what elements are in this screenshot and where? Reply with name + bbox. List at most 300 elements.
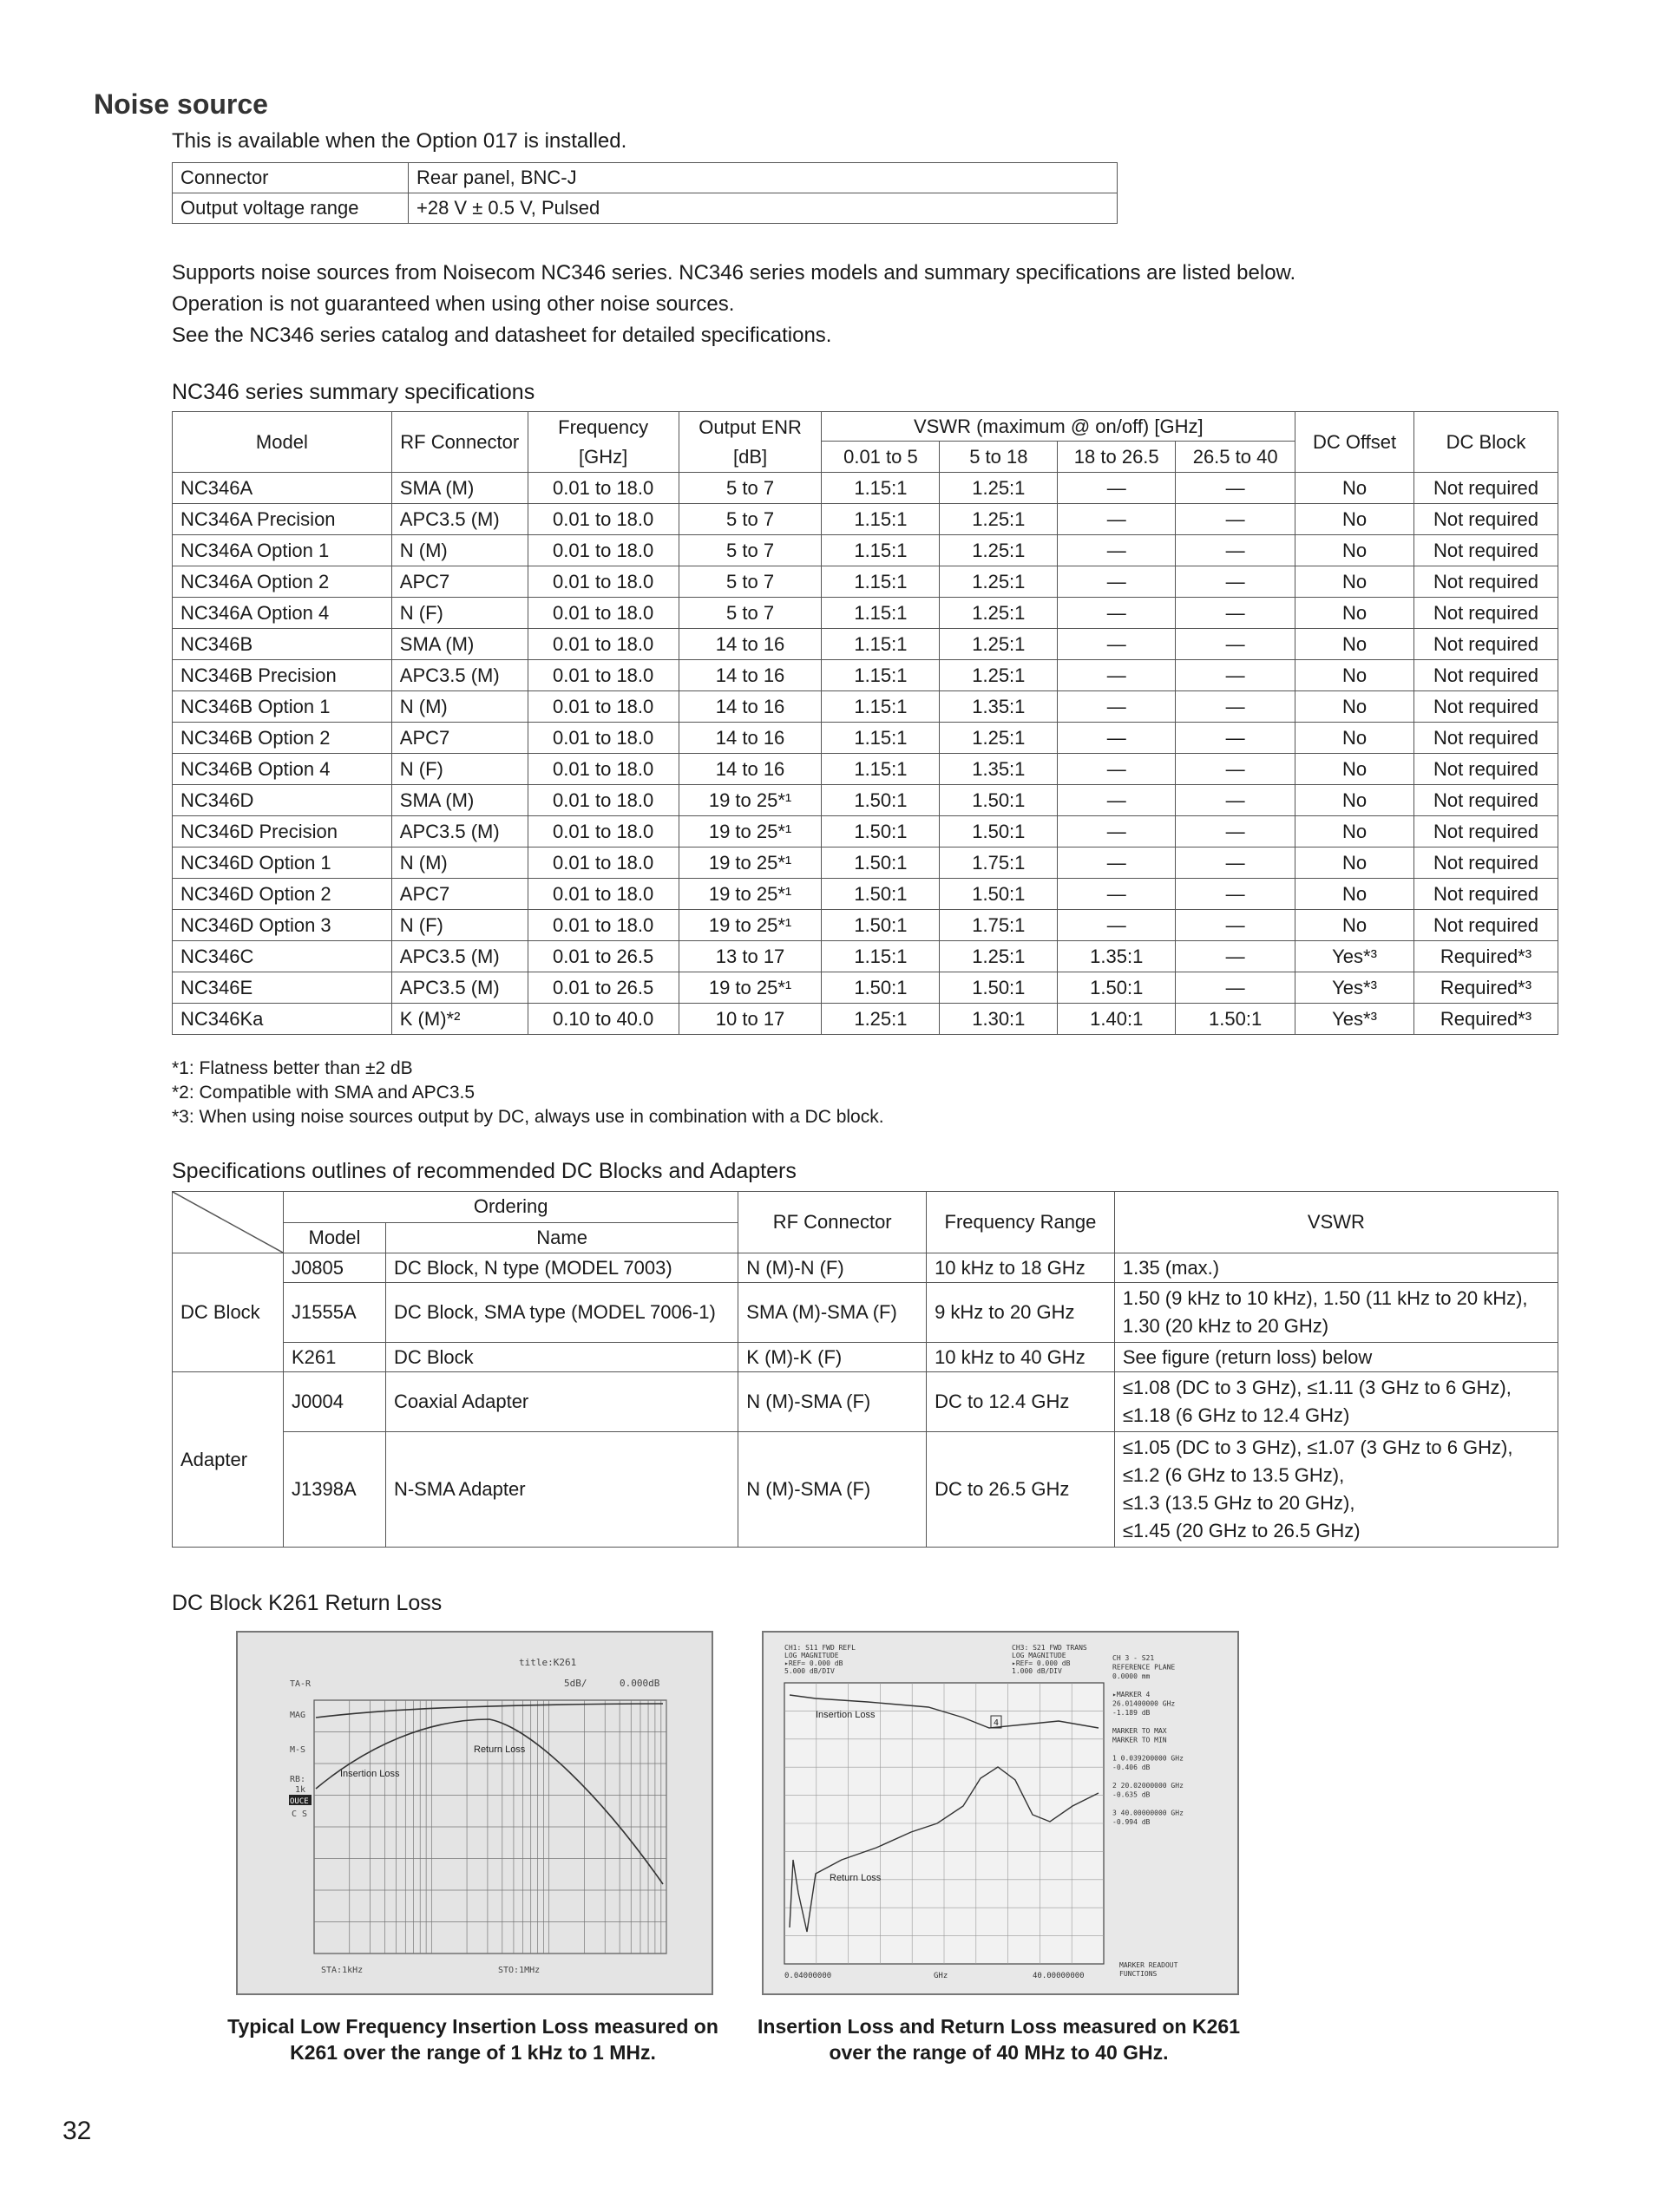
header-line: MARKER TO MIN [1112,1736,1167,1744]
dc-block-cell: Required*³ [1413,972,1558,1004]
dc-block-cell: Not required [1413,879,1558,910]
nc346-spec-table [172,411,1558,1035]
row-value: Rear panel, BNC-J [409,163,1118,193]
vswr-3-cell: — [1058,598,1176,629]
model-cell: NC346E [173,972,392,1004]
rf-connector-cell: APC3.5 (M) [391,972,528,1004]
header-line: CH 3 - S21 [1112,1654,1155,1662]
frequency-cell: 0.01 to 18.0 [528,754,679,785]
curve-label: Insertion Loss [340,1769,400,1779]
enr-cell: 14 to 16 [679,691,822,723]
vswr-line: ≤1.3 (13.5 GHz to 20 GHz), [1122,1492,1355,1514]
vswr-2-cell: 1.25:1 [940,723,1058,754]
dc-block-cell: Not required [1413,660,1558,691]
start-freq: STA:1kHz [321,1966,364,1975]
rf-connector-cell: SMA (M) [391,785,528,816]
enr-cell: 14 to 16 [679,723,822,754]
table-row [173,910,1558,941]
vswr-1-cell: 1.50:1 [822,972,940,1004]
curve-label: Return Loss [474,1744,526,1755]
header-line: -0.406 dB [1112,1764,1151,1771]
table-row [173,785,1558,816]
dc-offset-cell: No [1295,816,1414,847]
vswr-cell: 1.35 (max.) [1114,1253,1558,1283]
caption-line: K261 over the range of 1 kHz to 1 MHz. [290,2041,656,2064]
table-row [173,847,1558,879]
dc-offset-cell: No [1295,723,1414,754]
vswr-3-cell: 1.40:1 [1058,1004,1176,1035]
enr-cell: 5 to 7 [679,598,822,629]
col-model: Model [284,1222,386,1253]
name-cell: N-SMA Adapter [385,1432,738,1548]
frequency-cell: 0.01 to 18.0 [528,879,679,910]
rf-connector-cell: N (F) [391,598,528,629]
header-line: ▸REF= 0.000 dB [784,1659,843,1667]
vswr-1-cell: 1.15:1 [822,691,940,723]
dc-offset-cell: No [1295,754,1414,785]
header-line: ▸REF= 0.000 dB [1012,1659,1071,1667]
vswr-4-cell: — [1176,754,1295,785]
vswr-3-cell: — [1058,879,1176,910]
name-cell: DC Block [385,1343,738,1372]
dc-offset-cell: No [1295,535,1414,566]
vswr-4-cell: — [1176,629,1295,660]
col-model: Model [173,412,392,473]
model-cell: NC346A [173,473,392,504]
dc-block-cell: Required*³ [1413,1004,1558,1035]
table-row [173,566,1558,598]
col-dc-offset: DC Offset [1295,412,1414,473]
enr-cell: 14 to 16 [679,660,822,691]
vswr-4-cell: — [1176,566,1295,598]
plot-ref: 0.000dB [620,1678,660,1689]
vswr-4-cell: — [1176,504,1295,535]
vswr-1-cell: 1.50:1 [822,910,940,941]
rf-connector-cell: APC3.5 (M) [391,941,528,972]
vswr-4-cell: — [1176,535,1295,566]
x-start: 0.04000000 [784,1972,832,1980]
page-number: 32 [62,2117,92,2145]
rf-connector-cell: N (M) [391,691,528,723]
dc-block-cell: Not required [1413,816,1558,847]
dcblocks-table [172,1191,1558,1548]
model-cell: NC346B [173,629,392,660]
header-line: 2 20.02000000 GHz [1112,1782,1184,1790]
dc-block-cell: Not required [1413,847,1558,879]
footnotes [172,1057,884,1129]
vswr-cell: See figure (return loss) below [1114,1343,1558,1372]
name-cell: Coaxial Adapter [385,1372,738,1432]
side-label: C S [292,1810,308,1819]
vswr-3-cell: — [1058,473,1176,504]
header-line: -0.635 dB [1112,1790,1151,1799]
dc-block-cell: Not required [1413,691,1558,723]
intro-text: This is available when the Option 017 is installed. [172,129,627,153]
table-row [173,941,1558,972]
caption-line: Insertion Loss and Return Loss measured on K261 [758,2015,1240,2038]
table-row [173,598,1558,629]
frequency-cell: 0.01 to 18.0 [528,504,679,535]
rf-cell: K (M)-K (F) [738,1343,927,1372]
model-cell: NC346B Precision [173,660,392,691]
model-cell: J0805 [284,1253,386,1283]
dc-offset-cell: No [1295,847,1414,879]
rf-connector-cell: SMA (M) [391,629,528,660]
dc-offset-cell: No [1295,629,1414,660]
model-cell: NC346A Option 4 [173,598,392,629]
table-row [173,816,1558,847]
vswr-line: ≤1.18 (6 GHz to 12.4 GHz) [1122,1404,1350,1426]
nc346-caption: NC346 series summary specifications [172,380,535,404]
header-line: 5.000 dB/DIV [784,1667,835,1675]
footer-label: FUNCTIONS [1119,1970,1158,1978]
model-cell: J1398A [284,1432,386,1548]
header-line: CH1: S11 FWD REFL [784,1644,856,1652]
vswr-1-cell: 1.25:1 [822,1004,940,1035]
vswr-2-cell: 1.25:1 [940,629,1058,660]
dc-block-cell: Not required [1413,504,1558,535]
col-vswr-2: 5 to 18 [940,442,1058,473]
description [172,258,1295,351]
frequency-cell: 0.01 to 18.0 [528,691,679,723]
right-figure-caption [734,2013,1263,2065]
dc-offset-cell: No [1295,691,1414,723]
vswr-2-cell: 1.75:1 [940,910,1058,941]
rf-cell: N (M)-N (F) [738,1253,927,1283]
dc-offset-cell: No [1295,660,1414,691]
header-line: -1.189 dB [1112,1709,1151,1717]
model-cell: NC346D Option 1 [173,847,392,879]
caption-line: Typical Low Frequency Insertion Loss measured on [227,2015,718,2038]
vswr-line: 1.50 (9 kHz to 10 kHz), 1.50 (11 kHz to 20 kHz), [1122,1287,1528,1309]
col-vswr-4: 26.5 to 40 [1176,442,1295,473]
dc-offset-cell: No [1295,785,1414,816]
header-line: 26.01400000 GHz [1112,1699,1176,1708]
group-adapter: Adapter [173,1372,284,1548]
k261-network-analyzer-figure [762,1631,1239,1995]
freq-cell: DC to 12.4 GHz [927,1372,1115,1432]
vswr-2-cell: 1.25:1 [940,941,1058,972]
frequency-cell: 0.01 to 26.5 [528,972,679,1004]
plot-title: title:K261 [519,1657,577,1668]
model-cell: NC346Ka [173,1004,392,1035]
dc-offset-cell: No [1295,504,1414,535]
plot-scale: 5dB/ [564,1678,587,1689]
rf-connector-cell: K (M)*² [391,1004,528,1035]
curve-label: Return Loss [830,1873,882,1883]
vswr-line: ≤1.45 (20 GHz to 26.5 GHz) [1122,1520,1361,1541]
side-label: M-S [290,1745,306,1755]
name-cell: DC Block, SMA type (MODEL 7006-1) [385,1283,738,1343]
model-cell: NC346D Option 3 [173,910,392,941]
dc-offset-cell: No [1295,879,1414,910]
col-frequency-line1: Frequency [558,416,649,438]
k261-low-freq-figure [236,1631,713,1995]
model-cell: NC346D Option 2 [173,879,392,910]
table-row [173,972,1558,1004]
vswr-line: ≤1.2 (6 GHz to 13.5 GHz), [1122,1464,1345,1486]
curve-label: Insertion Loss [816,1710,876,1720]
table-row [173,629,1558,660]
rf-connector-cell: SMA (M) [391,473,528,504]
dc-block-cell: Not required [1413,598,1558,629]
freq-cell: DC to 26.5 GHz [927,1432,1115,1548]
vswr-line: ≤1.05 (DC to 3 GHz), ≤1.07 (3 GHz to 6 GHz), [1122,1436,1513,1458]
dc-block-cell: Not required [1413,535,1558,566]
vswr-2-cell: 1.50:1 [940,785,1058,816]
col-name: Name [385,1222,738,1253]
col-vswr-3: 18 to 26.5 [1058,442,1176,473]
vswr-2-cell: 1.25:1 [940,473,1058,504]
table-row [173,691,1558,723]
col-frequency [528,412,679,473]
corner-diagonal [173,1192,283,1253]
vswr-3-cell: — [1058,910,1176,941]
col-frequency-range: Frequency Range [927,1192,1115,1253]
enr-cell: 14 to 16 [679,754,822,785]
x-unit: GHz [934,1972,948,1980]
vswr-2-cell: 1.75:1 [940,847,1058,879]
table-row [173,754,1558,785]
model-cell: NC346A Precision [173,504,392,535]
vswr-3-cell: — [1058,660,1176,691]
vswr-4-cell: — [1176,879,1295,910]
dc-offset-cell: No [1295,566,1414,598]
dc-block-cell: Not required [1413,754,1558,785]
vswr-3-cell: — [1058,535,1176,566]
dcblocks-caption: Specifications outlines of recommended DC Blocks and Adapters [172,1159,797,1183]
vswr-4-cell: — [1176,660,1295,691]
x-end: 40.00000000 [1033,1972,1085,1980]
corner-cell [173,1192,284,1253]
vswr-3-cell: — [1058,785,1176,816]
vswr-3-cell: — [1058,723,1176,754]
vswr-3-cell: — [1058,504,1176,535]
col-vswr-group: VSWR (maximum @ on/off) [GHz] [822,412,1295,442]
col-ordering: Ordering [284,1192,738,1223]
model-cell: NC346B Option 4 [173,754,392,785]
name-cell: DC Block, N type (MODEL 7003) [385,1253,738,1283]
vswr-2-cell: 1.25:1 [940,504,1058,535]
vswr-1-cell: 1.15:1 [822,754,940,785]
frequency-cell: 0.01 to 18.0 [528,473,679,504]
header-line: LOG MAGNITUDE [1012,1652,1066,1659]
enr-cell: 19 to 25*¹ [679,785,822,816]
header-line: 1 0.039200000 GHz [1112,1754,1184,1763]
enr-cell: 5 to 7 [679,535,822,566]
dc-block-cell: Not required [1413,785,1558,816]
vswr-2-cell: 1.35:1 [940,691,1058,723]
col-vswr-1: 0.01 to 5 [822,442,940,473]
dc-offset-cell: No [1295,598,1414,629]
vswr-1-cell: 1.15:1 [822,566,940,598]
vswr-1-cell: 1.15:1 [822,629,940,660]
col-enr-line2: [dB] [732,445,768,468]
frequency-cell: 0.01 to 18.0 [528,598,679,629]
dc-offset-cell: No [1295,473,1414,504]
dc-block-cell: Not required [1413,566,1558,598]
vswr-1-cell: 1.50:1 [822,816,940,847]
rf-connector-cell: N (M) [391,847,528,879]
rf-connector-cell: APC3.5 (M) [391,504,528,535]
side-label: RB: [290,1775,306,1784]
freq-cell: 10 kHz to 18 GHz [927,1253,1115,1283]
vswr-2-cell: 1.50:1 [940,972,1058,1004]
figures-caption: DC Block K261 Return Loss [172,1591,443,1615]
vswr-4-cell: — [1176,691,1295,723]
rf-connector-cell: APC3.5 (M) [391,660,528,691]
table-row [173,879,1558,910]
enr-cell: 14 to 16 [679,629,822,660]
row-value: +28 V ± 0.5 V, Pulsed [409,193,1118,224]
header-line: -0.994 dB [1112,1818,1151,1826]
col-vswr: VSWR [1114,1192,1558,1253]
enr-cell: 10 to 17 [679,1004,822,1035]
rf-connector-cell: N (F) [391,754,528,785]
rf-connector-cell: APC7 [391,723,528,754]
table-row [173,1004,1558,1035]
header-line: LOG MAGNITUDE [784,1652,839,1659]
vswr-4-cell: — [1176,910,1295,941]
vswr-4-cell: — [1176,972,1295,1004]
footer-label: MARKER READOUT [1119,1961,1178,1969]
vswr-2-cell: 1.25:1 [940,660,1058,691]
header-line: CH3: S21 FWD TRANS [1012,1644,1087,1652]
frequency-cell: 0.01 to 18.0 [528,629,679,660]
rf-connector-cell: APC3.5 (M) [391,816,528,847]
selected-label: OUCE [290,1797,309,1806]
header-line: 0.0000 mm [1112,1672,1151,1680]
vswr-1-cell: 1.15:1 [822,660,940,691]
frequency-cell: 0.01 to 18.0 [528,566,679,598]
vswr-1-cell: 1.15:1 [822,535,940,566]
vswr-3-cell: — [1058,754,1176,785]
enr-cell: 13 to 17 [679,941,822,972]
model-cell: NC346B Option 2 [173,723,392,754]
side-label: MAG [290,1711,306,1720]
header-line: MARKER TO MAX [1112,1727,1167,1735]
frequency-cell: 0.01 to 18.0 [528,535,679,566]
vswr-line: 1.30 (20 kHz to 20 GHz) [1122,1315,1329,1337]
model-cell: NC346A Option 2 [173,566,392,598]
vswr-3-cell: 1.35:1 [1058,941,1176,972]
left-figure-caption [208,2013,738,2065]
vswr-4-cell: — [1176,473,1295,504]
dc-block-cell: Not required [1413,723,1558,754]
enr-cell: 19 to 25*¹ [679,847,822,879]
vswr-3-cell: — [1058,629,1176,660]
vswr-3-cell: — [1058,566,1176,598]
vswr-2-cell: 1.25:1 [940,598,1058,629]
dc-block-cell: Required*³ [1413,941,1558,972]
marker-label: 4 [994,1718,1000,1728]
rf-connector-cell: APC7 [391,879,528,910]
model-cell: NC346D Precision [173,816,392,847]
frequency-cell: 0.01 to 26.5 [528,941,679,972]
col-rf-connector: RF Connector [738,1192,927,1253]
vswr-1-cell: 1.50:1 [822,847,940,879]
footnote: *2: Compatible with SMA and APC3.5 [172,1083,476,1103]
enr-cell: 19 to 25*¹ [679,910,822,941]
k261-low-freq-plot [238,1633,712,1993]
model-cell: NC346D [173,785,392,816]
header-line: 3 40.00000000 GHz [1112,1809,1184,1817]
vswr-line: ≤1.08 (DC to 3 GHz), ≤1.11 (3 GHz to 6 GHz), [1122,1377,1512,1398]
k261-wideband-plot [764,1633,1237,1993]
dc-offset-cell: Yes*³ [1295,972,1414,1004]
group-dc-block: DC Block [173,1253,284,1372]
vswr-4-cell: — [1176,847,1295,879]
table-row [173,504,1558,535]
vswr-1-cell: 1.15:1 [822,598,940,629]
vswr-1-cell: 1.50:1 [822,785,940,816]
enr-cell: 5 to 7 [679,473,822,504]
dc-offset-cell: Yes*³ [1295,941,1414,972]
frequency-cell: 0.01 to 18.0 [528,660,679,691]
rf-cell: SMA (M)-SMA (F) [738,1283,927,1343]
dc-block-cell: Not required [1413,629,1558,660]
vswr-2-cell: 1.25:1 [940,535,1058,566]
rf-connector-cell: N (F) [391,910,528,941]
freq-cell: 10 kHz to 40 GHz [927,1343,1115,1372]
model-cell: J1555A [284,1283,386,1343]
vswr-3-cell: — [1058,691,1176,723]
stop-freq: STO:1MHz [498,1966,541,1975]
connector-table [172,162,1118,224]
vswr-3-cell: — [1058,816,1176,847]
connector-table-row [173,193,1118,224]
frequency-cell: 0.01 to 18.0 [528,723,679,754]
description-line: Supports noise sources from Noisecom NC346 series. NC346 series models and summary specifications are listed below. [172,261,1296,285]
vswr-1-cell: 1.15:1 [822,941,940,972]
enr-cell: 19 to 25*¹ [679,879,822,910]
model-cell: NC346B Option 1 [173,691,392,723]
rf-cell: N (M)-SMA (F) [738,1432,927,1548]
description-line: Operation is not guaranteed when using other noise sources. [172,292,735,316]
header-line: ▸MARKER 4 [1112,1691,1151,1698]
col-enr-line1: Output ENR [699,416,802,438]
table-row [173,535,1558,566]
vswr-2-cell: 1.50:1 [940,879,1058,910]
vswr-1-cell: 1.15:1 [822,504,940,535]
page-title: Noise source [94,88,268,120]
caption-line: over the range of 40 MHz to 40 GHz. [829,2041,1169,2064]
vswr-2-cell: 1.25:1 [940,566,1058,598]
vswr-1-cell: 1.15:1 [822,723,940,754]
dc-block-cell: Not required [1413,910,1558,941]
description-line: See the NC346 series catalog and datasheet for detailed specifications. [172,324,832,347]
header-line: 1.000 dB/DIV [1012,1667,1062,1675]
vswr-2-cell: 1.35:1 [940,754,1058,785]
enr-cell: 5 to 7 [679,504,822,535]
frequency-cell: 0.01 to 18.0 [528,816,679,847]
frequency-cell: 0.10 to 40.0 [528,1004,679,1035]
vswr-4-cell: — [1176,785,1295,816]
connector-table-row [173,163,1118,193]
enr-cell: 5 to 7 [679,566,822,598]
vswr-2-cell: 1.30:1 [940,1004,1058,1035]
col-frequency-line2: [GHz] [579,445,628,468]
vswr-cell [1114,1283,1558,1343]
col-output-enr [679,412,822,473]
dc-block-cell: Not required [1413,473,1558,504]
vswr-2-cell: 1.50:1 [940,816,1058,847]
header-line: REFERENCE PLANE [1112,1663,1176,1672]
frequency-cell: 0.01 to 18.0 [528,785,679,816]
vswr-3-cell: 1.50:1 [1058,972,1176,1004]
frequency-cell: 0.01 to 18.0 [528,910,679,941]
vswr-4-cell: — [1176,723,1295,754]
